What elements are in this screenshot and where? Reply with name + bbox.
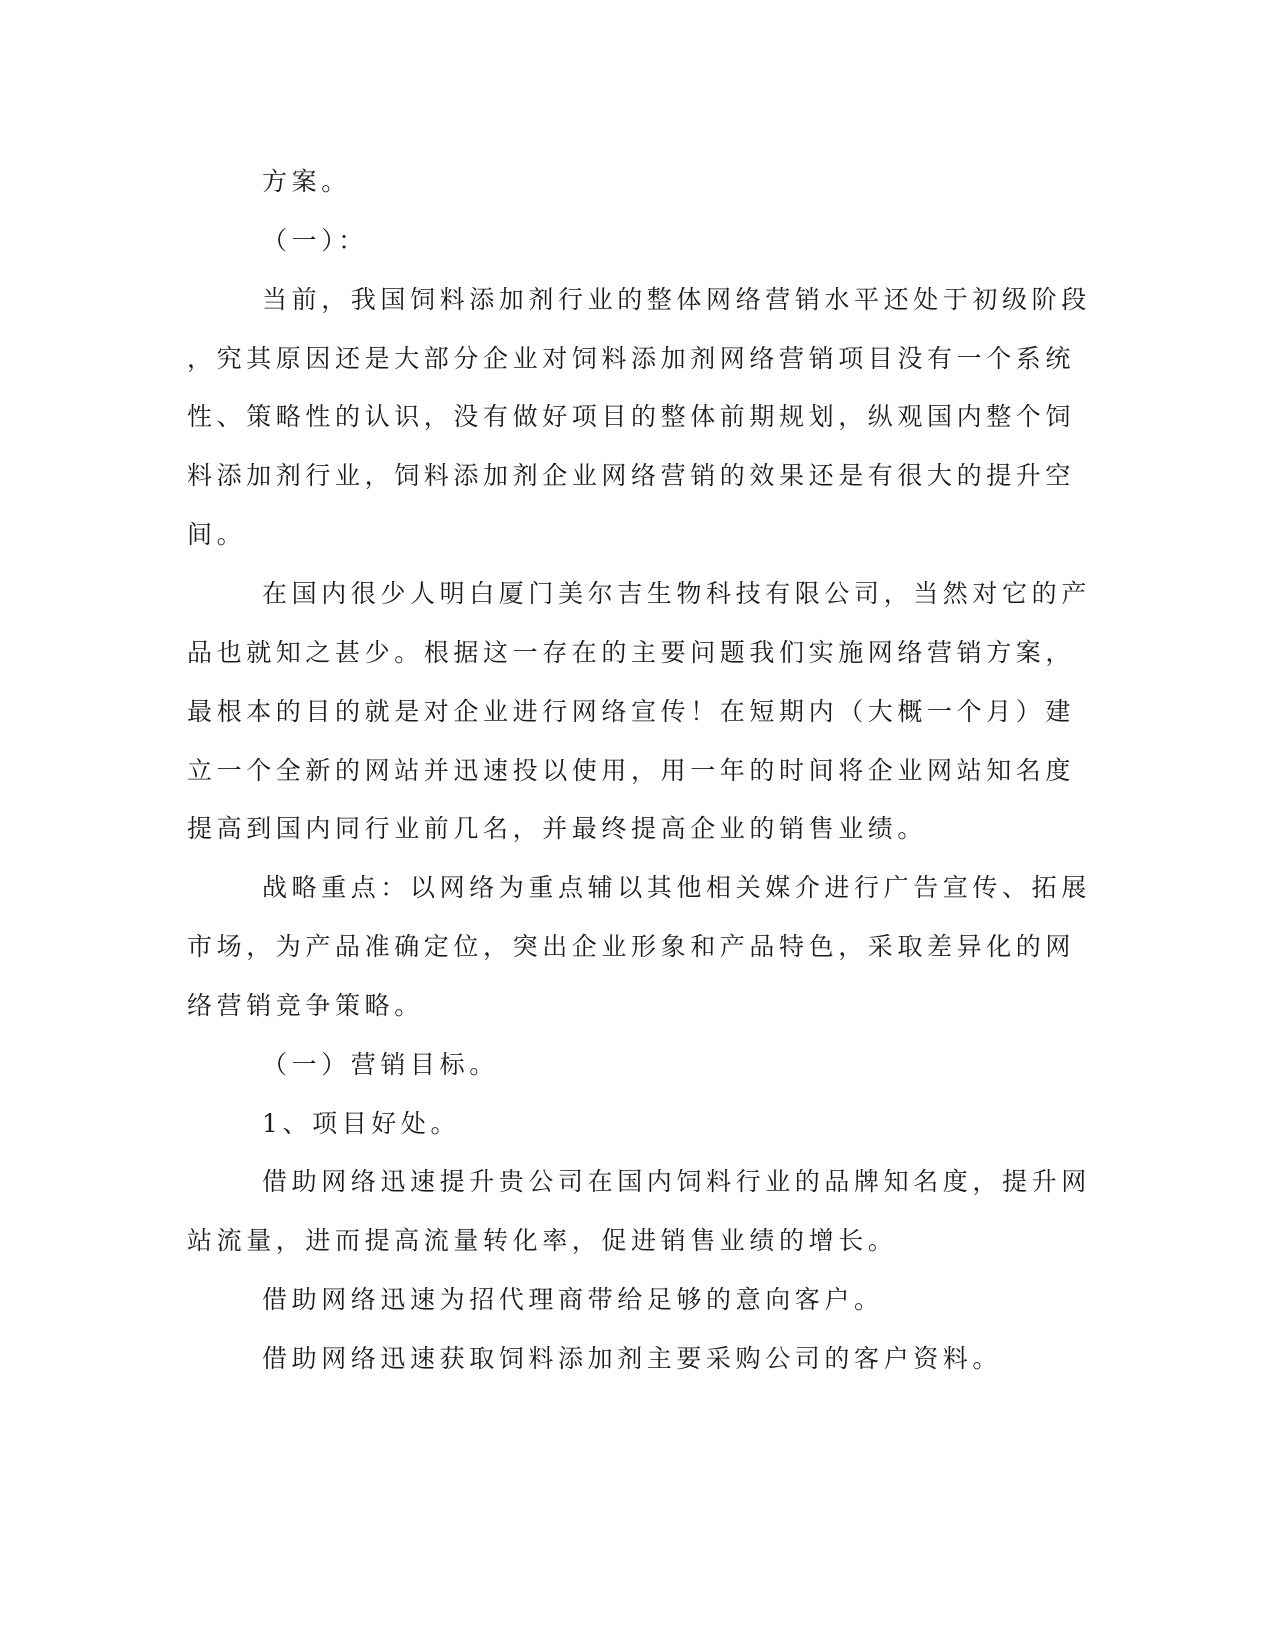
paragraph-line: 当前，我国饲料添加剂行业的整体网络营销水平还处于初级阶段 xyxy=(262,285,1091,314)
section-heading: （一）营销目标。 xyxy=(262,1050,499,1079)
paragraph-line: 战略重点：以网络为重点辅以其他相关媒介进行广告宣传、拓展 xyxy=(262,873,1091,902)
paragraph-line: 借助网络迅速获取饲料添加剂主要采购公司的客户资料。 xyxy=(262,1344,1003,1373)
section-heading: （一）： xyxy=(262,226,368,255)
paragraph-line: 间。 xyxy=(187,520,247,549)
paragraph-line: 性、策略性的认识，没有做好项目的整体前期规划，纵观国内整个饲 xyxy=(187,402,1076,431)
paragraph-line: 借助网络迅速为招代理商带给足够的意向客户。 xyxy=(262,1285,884,1314)
paragraph-line: 方案。 xyxy=(262,167,351,196)
paragraph-line: 品也就知之甚少。根据这一存在的主要问题我们实施网络营销方案， xyxy=(187,638,1076,667)
paragraph-line: 在国内很少人明白厦门美尔吉生物科技有限公司，当然对它的产 xyxy=(262,579,1091,608)
paragraph-line: 借助网络迅速提升贵公司在国内饲料行业的品牌知名度，提升网 xyxy=(262,1167,1091,1196)
paragraph-line: 料添加剂行业，饲料添加剂企业网络营销的效果还是有很大的提升空 xyxy=(187,461,1076,490)
subsection-heading: 1、项目好处。 xyxy=(262,1109,461,1138)
paragraph-line: 立一个全新的网站并迅速投以使用，用一年的时间将企业网站知名度 xyxy=(187,756,1076,785)
paragraph-line: 最根本的目的就是对企业进行网络宣传！在短期内（大概一个月）建 xyxy=(187,697,1076,726)
paragraph-line: 络营销竞争策略。 xyxy=(187,991,424,1020)
paragraph-line: ，究其原因还是大部分企业对饲料添加剂网络营销项目没有一个系统 xyxy=(187,344,1076,373)
paragraph-line: 提高到国内同行业前几名，并最终提高企业的销售业绩。 xyxy=(187,814,928,843)
paragraph-line: 市场，为产品准确定位，突出企业形象和产品特色，采取差异化的网 xyxy=(187,932,1076,961)
paragraph-line: 站流量，进而提高流量转化率，促进销售业绩的增长。 xyxy=(187,1226,898,1255)
